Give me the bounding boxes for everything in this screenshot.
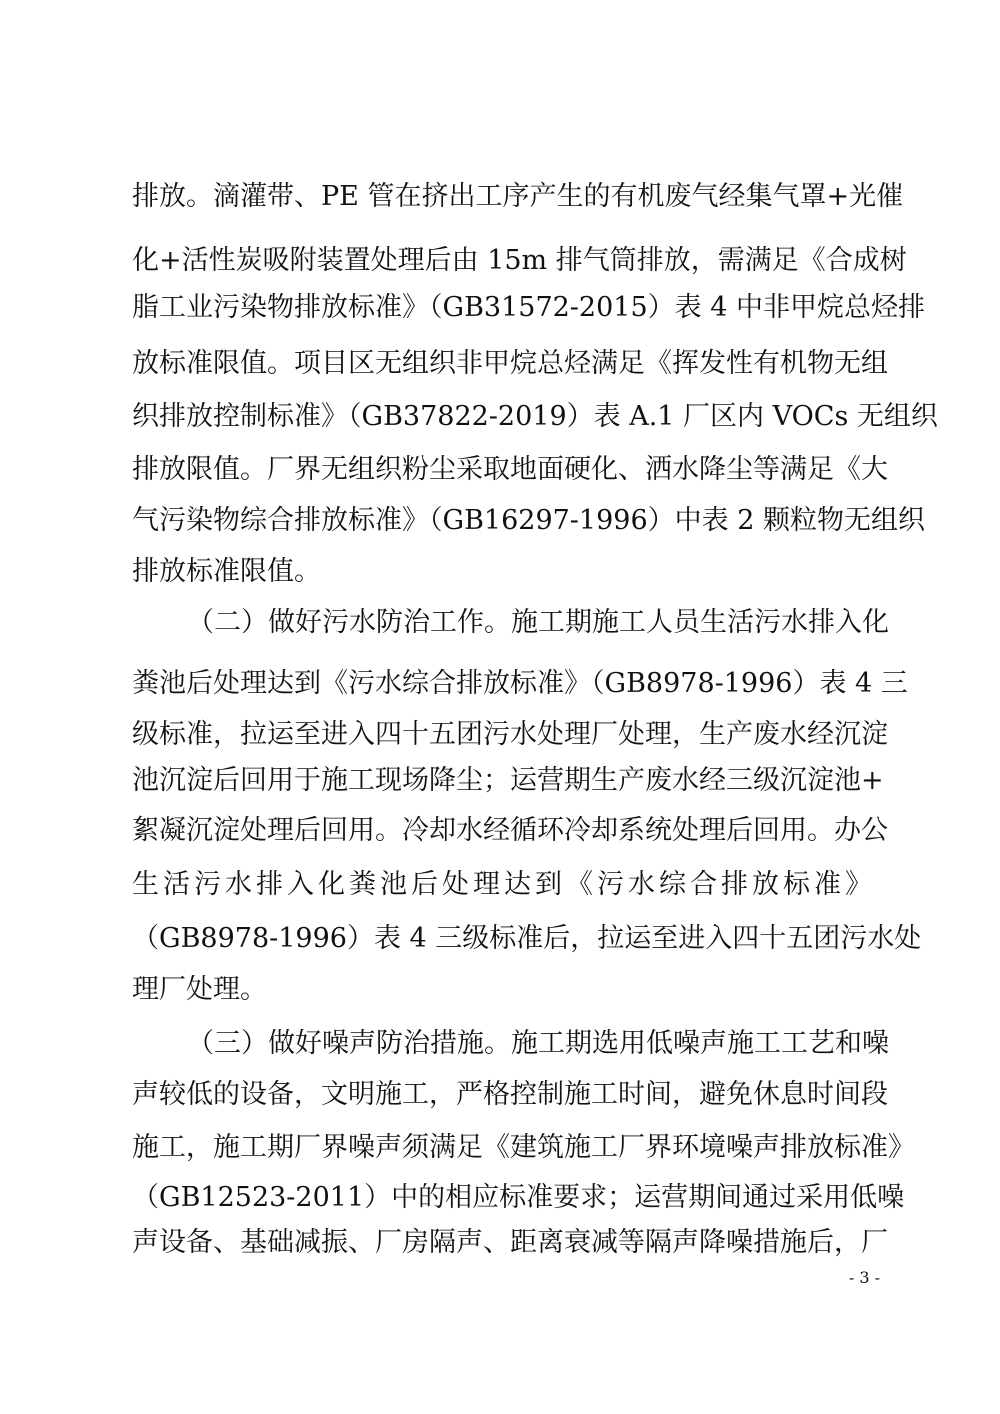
text-line-8: 排放标准限值。	[132, 556, 321, 587]
text-line-4: 放标准限值。项目区无组织非甲烷总烃满足《挥发性有机物无组	[132, 348, 888, 379]
text-line-12: 池沉淀后回用于施工现场降尘；运营期生产废水经三级沉淀池+	[132, 765, 884, 796]
page-number: - 3 -	[848, 1268, 880, 1287]
text-line-11: 级标准，拉运至进入四十五团污水处理厂处理，生产废水经沉淀	[132, 719, 888, 750]
text-line-14: 生活污水排入化粪池后处理达到《污水综合排放标准》	[132, 869, 872, 900]
text-line-5: 织排放控制标准》（GB37822-2019）表 A.1 厂区内 VOCs 无组织	[132, 401, 938, 432]
text-line-2: 化+活性炭吸附装置处理后由 15m 排气筒排放，需满足《合成树	[132, 245, 907, 276]
text-line-21: 声设备、基础减振、厂房隔声、距离衰减等隔声降噪措施后，厂	[132, 1227, 888, 1258]
text-line-3: 脂工业污染物排放标准》（GB31572-2015）表 4 中非甲烷总烃排	[132, 292, 925, 323]
text-line-9: （二）做好污水防治工作。施工期施工人员生活污水排入化	[187, 607, 889, 638]
text-line-19: 施工，施工期厂界噪声须满足《建筑施工厂界环境噪声排放标准》	[132, 1132, 915, 1163]
text-line-18: 声较低的设备，文明施工，严格控制施工时间，避免休息时间段	[132, 1079, 888, 1110]
text-line-6: 排放限值。厂界无组织粉尘采取地面硬化、洒水降尘等满足《大	[132, 454, 888, 485]
text-line-17: （三）做好噪声防治措施。施工期选用低噪声施工工艺和噪	[187, 1028, 889, 1059]
text-line-7: 气污染物综合排放标准》（GB16297-1996）中表 2 颗粒物无组织	[132, 505, 925, 536]
text-line-10: 粪池后处理达到《污水综合排放标准》（GB8978-1996）表 4 三	[132, 668, 908, 699]
text-line-20: （GB12523-2011）中的相应标准要求；运营期间通过采用低噪	[132, 1182, 905, 1213]
text-line-16: 理厂处理。	[132, 974, 267, 1005]
text-line-1: 排放。滴灌带、PE 管在挤出工序产生的有机废气经集气罩+光催	[132, 181, 904, 212]
text-line-15: （GB8978-1996）表 4 三级标准后，拉运至进入四十五团污水处	[132, 923, 922, 954]
text-line-13: 絮凝沉淀处理后回用。冷却水经循环冷却系统处理后回用。办公	[132, 815, 888, 846]
